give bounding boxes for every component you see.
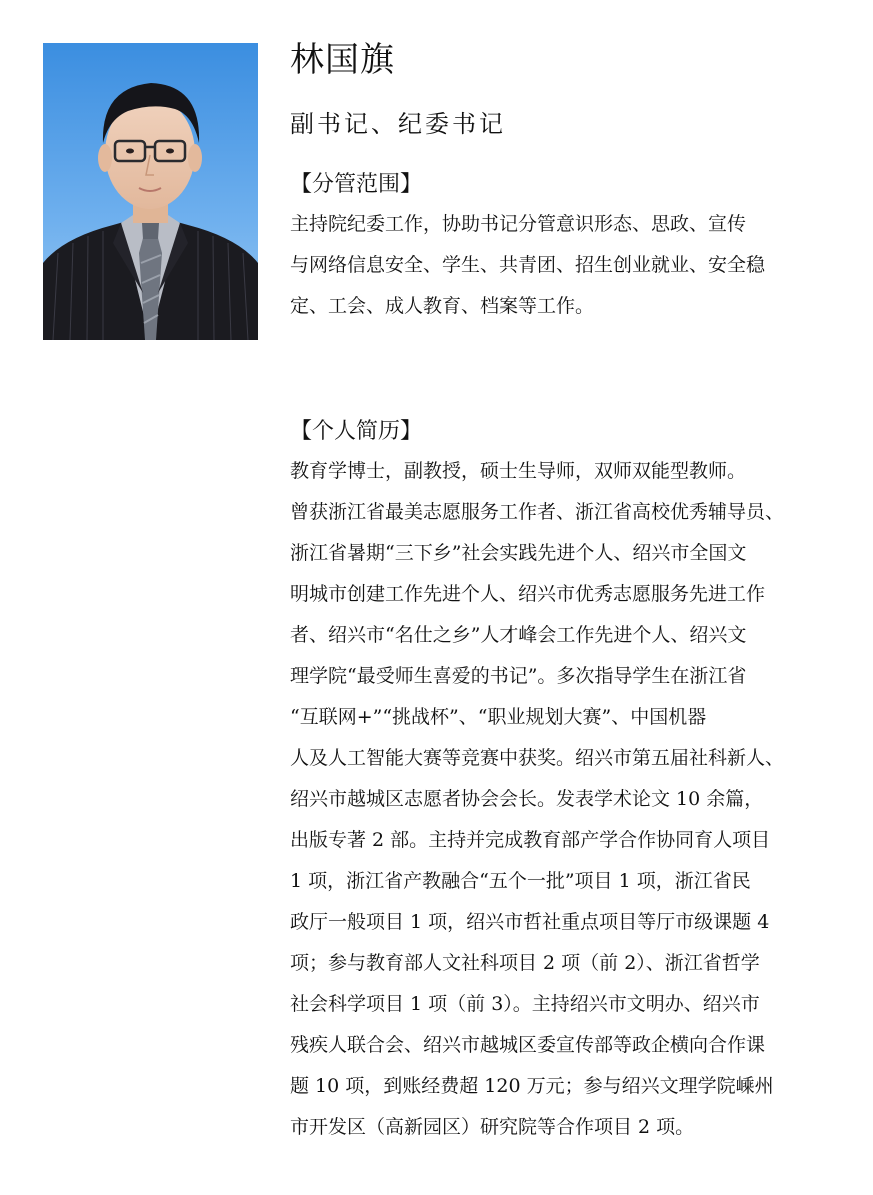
- resume-line: 教育学博士，副教授，硕士生导师，双师双能型教师。: [290, 460, 747, 482]
- resume-line: 浙江省暑期“三下乡”社会实践先进个人、绍兴市全国文: [290, 542, 747, 564]
- person-position: 副书记、纪委书记: [290, 110, 506, 138]
- resume-heading: 【个人简历】: [290, 419, 423, 444]
- resume-text: [290, 451, 820, 1148]
- resume-line: 者、绍兴市“名仕之乡”人才峰会工作先进个人、绍兴文: [290, 624, 747, 646]
- resume-line: 人及人工智能大赛等竞赛中获奖。绍兴市第五届社科新人、: [290, 747, 785, 769]
- resume-line: 曾获浙江省最美志愿服务工作者、浙江省高校优秀辅导员、: [290, 501, 785, 523]
- resume-line: 明城市创建工作先进个人、绍兴市优秀志愿服务先进工作: [290, 583, 766, 605]
- portrait-photo: [43, 43, 258, 340]
- resume-line: 残疾人联合会、绍兴市越城区委宣传部等政企横向合作课: [290, 1034, 766, 1056]
- duties-heading: 【分管范围】: [290, 172, 423, 197]
- resume-line: 题 10 项，到账经费超 120 万元；参与绍兴文理学院嵊州: [290, 1075, 774, 1097]
- duties-line: 与网络信息安全、学生、共青团、招生创业就业、安全稳: [290, 254, 766, 276]
- person-name: 林国旗: [290, 40, 395, 80]
- profile-content: [290, 38, 820, 1148]
- resume-line: 政厅一般项目 1 项，绍兴市哲社重点项目等厅市级课题 4: [290, 911, 770, 933]
- resume-line: “互联网+”“挑战杯”、“职业规划大赛”、中国机器: [290, 706, 707, 728]
- resume-line: 市开发区（高新园区）研究院等合作项目 2 项。: [290, 1116, 695, 1138]
- duties-line: 主持院纪委工作，协助书记分管意识形态、思政、宣传: [290, 213, 747, 235]
- resume-line: 理学院“最受师生喜爱的书记”。多次指导学生在浙江省: [290, 665, 747, 687]
- duties-text: [290, 204, 820, 327]
- duties-line: 定、工会、成人教育、档案等工作。: [290, 295, 595, 317]
- resume-line: 社会科学项目 1 项（前 3）。主持绍兴市文明办、绍兴市: [290, 993, 760, 1015]
- resume-line: 项；参与教育部人文社科项目 2 项（前 2）、浙江省哲学: [290, 952, 760, 974]
- portrait-illustration: [43, 43, 258, 340]
- resume-line: 出版专著 2 部。主持并完成教育部产学合作协同育人项目: [290, 829, 771, 851]
- resume-line: 绍兴市越城区志愿者协会会长。发表学术论文 10 余篇，: [290, 788, 764, 810]
- resume-line: 1 项，浙江省产教融合“五个一批”项目 1 项，浙江省民: [290, 870, 751, 892]
